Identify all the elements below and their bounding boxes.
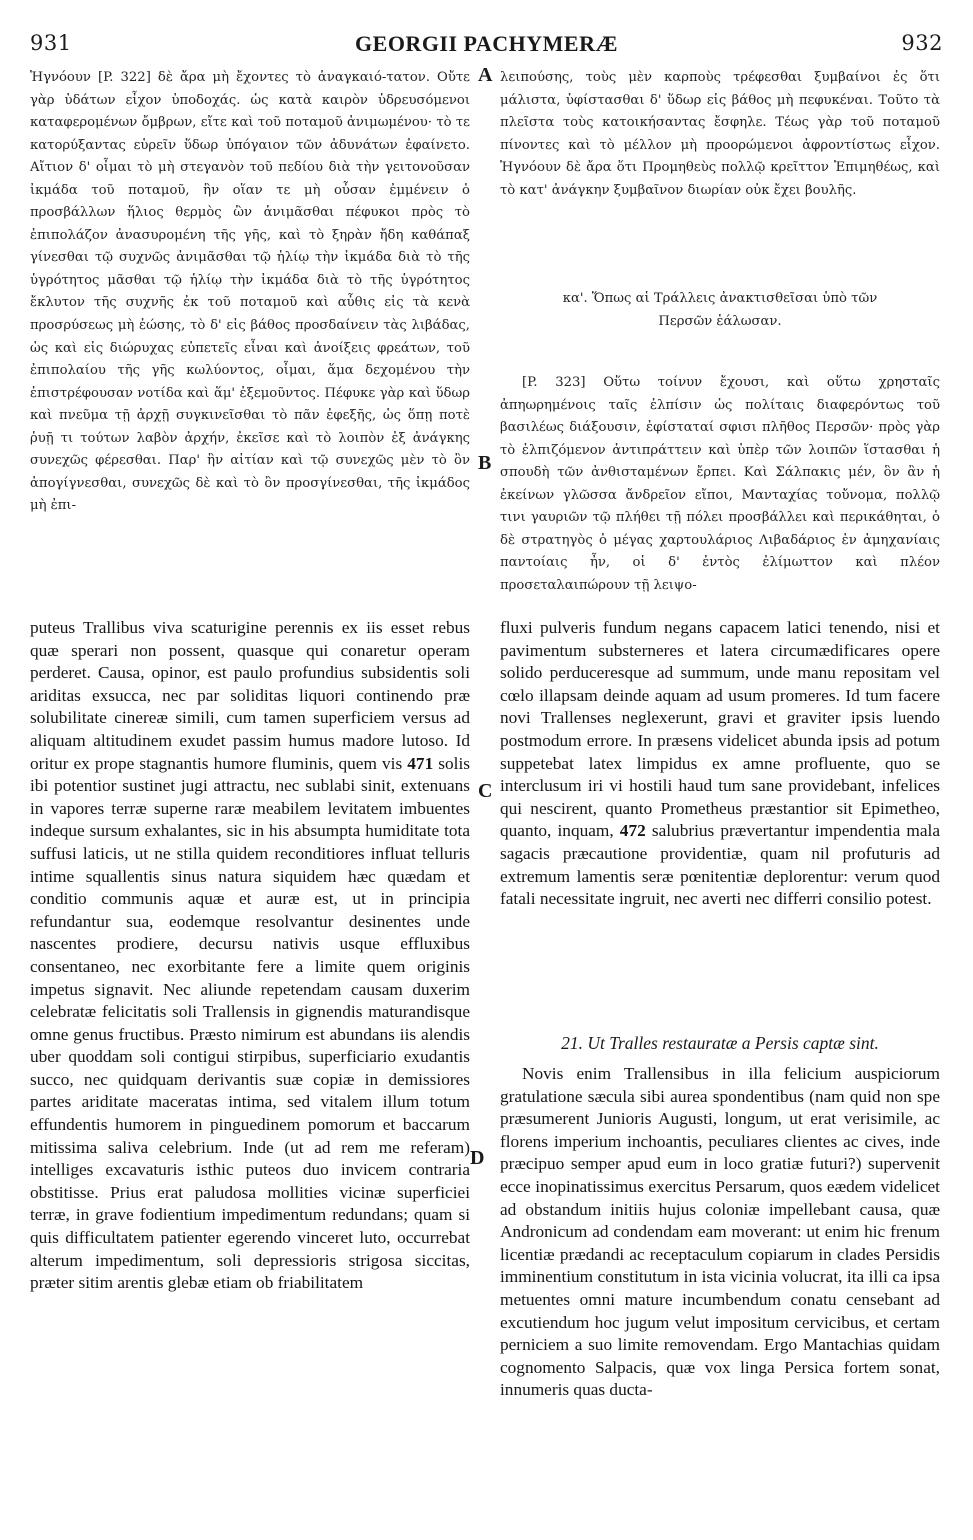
greek-text-left: Ἡγνόουν [P. 322] δὲ ἄρα μὴ ἔχοντες τὸ ἀναγκαιό-τατον. Οὔτε γὰρ ὑδάτων εἶχον ὑποδοχάς. ὡς κατὰ καιρὸν ὑδρευσόμενοι καταφερομένων ὄμβρων, εἴτε καὶ τοῦ ποταμοῦ ἀνιμωμένου· τὸ τε κατορύξαντας εὑρεῖν ὕδωρ ὑπόγαιον τῶν ἀδυνάτων ἐφαίνετο. Αἴτιον δ' οἶμαι τὸ μὴ στεγανὸν τοῦ πεδίου διὰ τὴν γειτονοῦσαν ἰκμάδα τοῦ ποταμοῦ, ἣν οἵαν τε μὴ οὖσαν ἐμμένειν ὁ προσβάλλων ἥλιος θερμὸς ὢν ἀνιμᾶσθαι πέφυκοι πρὸς τὸ ἐπιπολάζον ἀνασυρομένη τῆς γῆς, καὶ τὸ ξηρὰν ἤδη καθάπαξ γίνεσθαι τῷ συχνῶς ἀνιμᾶσθαι τῷ ἡλίῳ τὴν ἰκμάδα διὰ τὸ τῆς ὑγρότητος μᾶσθαι τῷ ἡλίῳ τὴν ἰκμάδα διὰ τὸ τῆς ὑγρότητος ἔκλυτον τῆς συχνῆς ἐκ τοῦ ποταμοῦ καὶ αὖθις εἰς τὰ κενὰ προσρύσεως μὴ ἐώσης, τὸ δ' εἰς βάθος προσδαίνειν τὰς λιβάδας, ὡς καὶ εἰς διώρυχας εὐπετεῖς εἶναι καὶ ἀνοίξεις φρεάτων, τοῦ ἐπιπολαίου τῆς γῆς κωλύοντος, οἶμαι, ἅμα δεχομένου τὴν ἐπιστρέφουσαν νοτίδα καὶ ἅμ' ἐξεμοῦντος. Πέφυκε γὰρ καὶ ὕδωρ καὶ πνεῦμα τῇ ἀρχῇ συγκινεῖσθαι τὸ πᾶν ἐφεξῆς, ὡς ὅπῃ ποτὲ ῥυῇ τι τούτων λαβὸν ἀρχήν, ἐκεῖσε καὶ τὸ λοιπὸν ἐξ ἀνάγκης συνεχῶς φέρεσθαι. Παρ' ἣν αἰτίαν καὶ τῷ συνεχῶς μὲν τὸ ὂν ἀπογίγνεσθαι, συνεχῶς δὲ καὶ τὸ ὂν προσγίνεσθαι, τῆς ἰκμάδος μὴ ἐπι- bbox=[30, 70, 470, 514]
latin-column-left bbox=[30, 617, 470, 1295]
column-number-471: 471 bbox=[407, 753, 434, 773]
greek-column-right bbox=[500, 67, 940, 202]
margin-marker-c: C bbox=[478, 780, 493, 802]
latin-column-right bbox=[500, 617, 940, 911]
greek-section-heading bbox=[500, 288, 940, 333]
running-title: GEORGII PACHYMERÆ bbox=[355, 31, 618, 56]
column-number-472: 472 bbox=[619, 821, 646, 841]
greek-column-left bbox=[30, 67, 470, 518]
latin-text-left bbox=[30, 617, 470, 1295]
page-header bbox=[0, 0, 973, 60]
latin-text-right-1 bbox=[500, 617, 940, 911]
greek-heading-line-2: Περσῶν ἑάλωσαν. bbox=[658, 313, 782, 329]
margin-marker-a: A bbox=[478, 64, 493, 86]
latin-text-left-2: solis ibi potentior sustinet jugi attractu, nec sublabi sinit, extenuans in vapores terræ superne raræ meabilem levitatem imbuentes indeque sursum exhalantes, sic in his absumpta humiditate tota suffusi laticis, ut ne stilla quidem reconditiores influat telluris intime squallentis sinus natura siquidem hæc quædam et conditio communis aquæ et auræ est, ut in principia refundantur sua, eodemque resolvantur desinentes unde nascentes prodiere, decursu nativis usque effluxibus consentaneo, nec exorbitante fere a limite quem originis impetus signavit. Nec aliunde repetendam causam duxerim celebratæ felicitatis soli Trallensis in gignendis maturandisque omne genus fructibus. Præsto nimirum est abundans iis alendis uber quoddam soli contigui stirpibus, superficiario exudantis succo, nec quidquam derivantis suæ copiæ in demissiores partes ariditate maceratas intima, sed vitalem illum totum effundentis humorem in pinguedinem pomorum et baccarum mitissima saliva celebrium. Inde (ut ad rem me referam) intelliges excavaturis isthic puteos duo invicem contraria obstitisse. Prius erat paludosa mollities vicinæ superficiei terræ, in grave fodientium impedimentum redundans; quam si quis difficultatem patienter egerendo vinceret luto, occurrebat alterum impedimentum, soli depressioris strigosa siccitas, præter sitim arentis glebæ etiam ob friabilitatem bbox=[30, 753, 471, 1293]
greek-text-right-2: [P. 323] Οὕτω τοίνυν ἔχουσι, καὶ οὕτω χρησταῖς ἀπηωρημένοις ταῖς ἐλπίσιν ὡς πολίταις διαφερόντως τοῦ βασιλέως διάξουσιν, ἐφίσταταί σφισι πλῆθος Περσῶν· πρὸς γὰρ τὸ ἐλπιζόμενον ἀντιπράττειν καὶ ὑπὲρ τῶν λοιπῶν ἵστασθαι ἡ σπουδὴ τῶν ἀνθισταμένων ἔρπει. Καὶ Σάλπακις μέν, ὃν ἂν ἡ ἐκείνων γλῶσσα ἄνδρεῖον εἴποι, Μανταχίας τοὔνομα, πολλῷ τινι γαυριῶν τῷ πλήθει τῇ πόλει προσβάλλει καὶ περικάθηται, ὁ δὲ στρατηγὸς ὁ μέγας χαρτουλάριος Λιβαδάριος ἐν ἀμηχανίαις παντοίαις ἦν, οἱ δ' ἐντὸς ἐλίμωττον καὶ πλέον προσεταλαιπώρουν τῇ λειψο- bbox=[500, 375, 940, 593]
margin-marker-d: D bbox=[470, 1147, 485, 1169]
latin-section-heading: 21. Ut Tralles restauratæ a Persis captæ sint. bbox=[561, 1033, 879, 1053]
latin-text-right-1a: fluxi pulveris fundum negans capacem latici tenendo, nisi et pavimentum substerneres et latera circumædificares opere solido perduceresque ad summum, unde manu repositam vel cœlo illapsam deinde aquam ad usum promeres. Id tum facere novi Trallenses neglexerunt, gravi et graviter ipsis luendo postmodum errore. In præsens videlicet abunda ipsis ad potum suppetebat latex limpidus ex amne profluente, quo se interclusum iri vi hostili haud tum sane providebant, infelices qui nescirent, quanto Prometheus præstantior sit Epimetheo, quanto, inquam, bbox=[500, 618, 940, 841]
latin-text-right-2: Novis enim Trallensibus in illa felicium auspiciorum gratulatione sæcula sibi aurea spondentibus (nam quid non spe præsumerent Junioris Augusti, longum, ut erat verisimile, ac florens imperium inchoantis, peculiares clientes ac cives, inde præcipuo semper apud eum in loco gratiæ futuri?) supervenit ecce inopinatissimus exercitus Persarum, quos eædem videlicet ad obstandum initiis hujus coloniæ impellebant causa, quæ Andronicum ad condendam eam moverant: ut enim hic frenum licentiæ prædandi ac receptaculum copiarum in clades Persidis imminentium constitutum in ista vicinia volucrat, ita illi ca ipsa metuentes omni mature incumbendum conatu censebant ad excutiendum hoc jugum velut impositum cervicibus, et certam perniciem a suo limite removendam. Ergo Mantachias quidam cognomento Salpacis, quæ vox linga Persica fortem sonat, innumeris quas ducta- bbox=[500, 1064, 940, 1400]
latin-text-right-1b: salubrius prævertantur impendentia mala sagacis præcautione providentiæ, quam nil profuturis ad extremum lamentis seræ pœnitentiæ deplorentur: verum quod fatali necessitate ingruit, nec averti nec differri consilio potest. bbox=[500, 821, 940, 909]
greek-column-right-2 bbox=[500, 372, 940, 597]
latin-text-left-1: puteus Trallibus viva scaturigine perennis ex iis esset rebus quæ sperari non possent, quasque qui conaretur operam perderet. Causa, opinor, est paulo profundius subsidentis soli ariditas exsucca, nec par soliditas liquori continendo præ solubilitate cinereæ simili, cum tamen superficiem versus ad aliquam altitudinem exudet passim humus madore lutoso. Id oritur ex prope stagnantis humore fluminis, quem vis bbox=[30, 618, 470, 773]
latin-column-right-2 bbox=[500, 1063, 940, 1402]
greek-text-right-1: λειπούσης, τοὺς μὲν καρποὺς τρέφεσθαι ξυμβαίνοι ἐς ὅτι μάλιστα, ὑφίστασθαι δ' ὕδωρ εἰς βάθος μὴ πεφυκέναι. Τοῦτο τὰ πλεῖστα τοὺς κατοικήσαντας ἔσφηλε. Τέως γὰρ τοῦ ποταμοῦ πίνοντες καὶ τὸ μέλλον μὴ προορώμενοι ἀφροντίστως εἶχον. Ἠγνόουν δὲ ἄρα ὅτι Προμηθεὺς πολλῷ κρεῖττον Ἐπιμηθέως, καὶ τὸ κατ' ἀνάγκην ξυμβαῖνον διωρίαν οὐκ ἔχει βουλῆς. bbox=[500, 70, 940, 198]
page-number-right: 932 bbox=[901, 31, 943, 55]
margin-marker-b: B bbox=[478, 452, 492, 474]
greek-heading-line-1: κα'. Ὅπως αἱ Τράλλεις ἀνακτισθεῖσαι ὑπὸ τῶν bbox=[562, 291, 878, 306]
page-number-left: 931 bbox=[30, 31, 72, 55]
